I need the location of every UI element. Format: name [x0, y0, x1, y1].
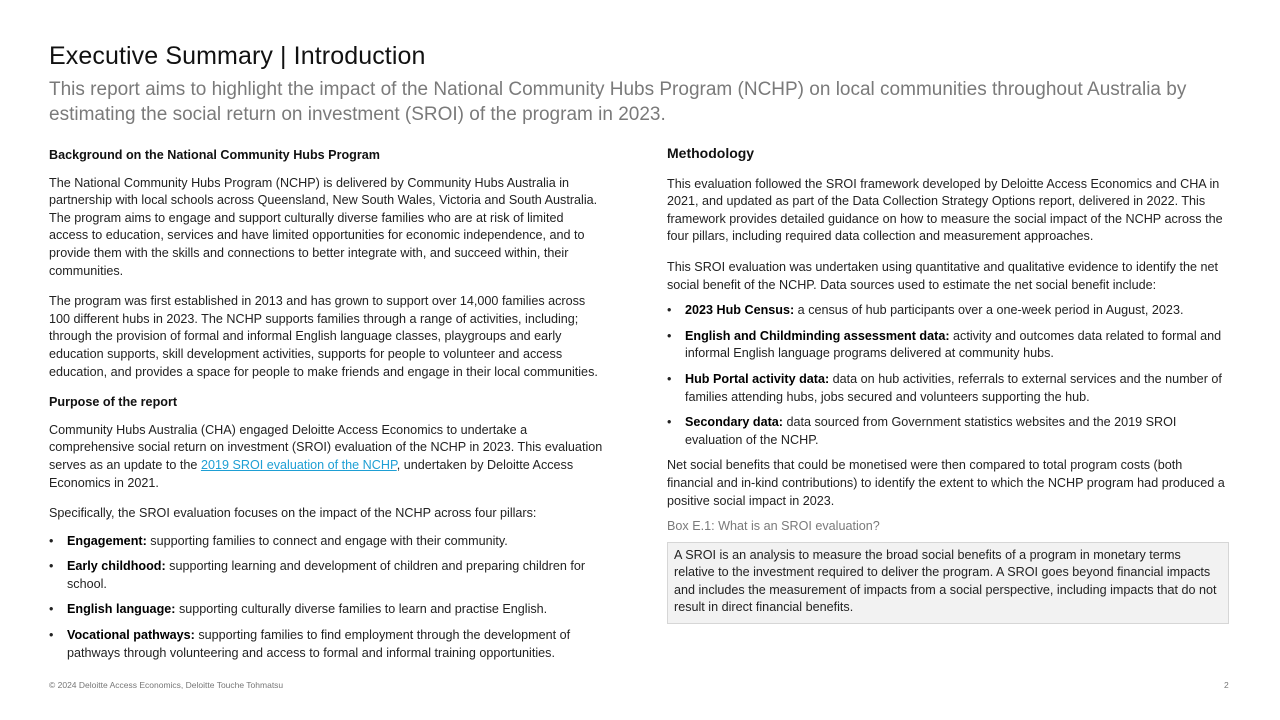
box-text: A SROI is an analysis to measure the broad social benefits of a program in monetary terms relative to the investment required to deliver the program. A SROI goes beyond financial impacts and includes the measurement of impacts from a social perspective, including impacts that do not result in direct financial benefits.	[674, 547, 1217, 615]
methodology-paragraph-1: This evaluation followed the SROI framework developed by Deloitte Access Economics and CHA in 2021, and updated as part of the Data Collection Strategy Options report, delivered in 2022. This framework provides detailed guidance on how to measure the social impact of the NCHP across the four pillars, including required data collection and measurement approaches.	[667, 176, 1223, 244]
purpose-paragraph	[49, 422, 604, 492]
sroi-definition-box	[667, 542, 1229, 624]
source-term: Hub Portal activity data:	[685, 371, 830, 386]
pillar-term: Engagement:	[67, 533, 147, 548]
purpose-heading: Purpose of the report	[49, 395, 178, 410]
pillar-text: supporting culturally diverse families to learn and practise English.	[175, 602, 548, 617]
right-column	[667, 145, 1227, 624]
source-text: data sourced from Government statistics websites and the 2019 SROI evaluation of the NCHP.	[685, 415, 1177, 447]
box-caption: Box E.1: What is an SROI evaluation?	[667, 519, 880, 534]
purpose-text-b: , undertaken by Deloitte Access Economics in 2021.	[49, 457, 574, 490]
source-text: activity and outcomes data related to formal and informal English language programs delivered at community hubs.	[685, 328, 1222, 361]
pillar-item-english-language	[49, 601, 604, 619]
source-item-hub-portal	[667, 371, 1227, 406]
pillar-item-engagement	[49, 533, 604, 551]
pillar-text: supporting learning and development of children and preparing children for school.	[67, 559, 586, 591]
pillars-intro: Specifically, the SROI evaluation focuses on the impact of the NCHP across four pillars:	[49, 506, 537, 521]
pillar-item-vocational-pathways	[49, 627, 604, 662]
data-sources-list	[667, 302, 1227, 449]
page-subtitle: This report aims to highlight the impact of the National Community Hubs Program (NCHP) on local communities throughout Australia by estimating the social return on investment (SROI) of the program in 2023.	[49, 79, 1187, 125]
pillars-list	[49, 533, 604, 663]
source-item-hub-census	[667, 302, 1227, 320]
methodology-paragraph-3: Net social benefits that could be monetised were then compared to total program costs (both financial and in-kind contributions) to identify the extent to which the NCHP program had produced a positive social impact in 2023.	[667, 458, 1225, 508]
methodology-paragraph-2: This SROI evaluation was undertaken using quantitative and qualitative evidence to identify the net social benefit of the NCHP. Data sources used to estimate the net social benefit include:	[667, 259, 1218, 292]
pillar-term: Vocational pathways:	[67, 628, 195, 643]
methodology-heading: Methodology	[667, 145, 755, 161]
pillar-text: supporting families to find employment through the development of pathways through volunteering and access to formal and informal training opportunities.	[67, 628, 571, 660]
source-item-english-childminding	[667, 328, 1227, 363]
pillar-text: supporting families to connect and engage with their community.	[146, 533, 508, 548]
source-term: English and Childminding assessment data:	[685, 328, 950, 343]
background-paragraph-2: The program was first established in 2013 and has grown to support over 14,000 families across 100 different hubs in 2023. The NCHP supports families through a range of activities, including; through the provision of formal and informal English language classes, playgroups and early education supports, skill development activities, supports for people to volunteer and access education, and provides a space for people to make friends and engage in their local communities.	[49, 294, 598, 379]
left-column	[49, 147, 604, 670]
page-number: 2	[1224, 680, 1229, 690]
source-term: Secondary data:	[685, 415, 783, 430]
page-title: Executive Summary | Introduction	[49, 42, 426, 70]
background-heading: Background on the National Community Hubs Program	[49, 148, 380, 162]
source-item-secondary-data	[667, 414, 1227, 449]
pillar-term: Early childhood:	[67, 559, 166, 574]
purpose-text-a: Community Hubs Australia (CHA) engaged Deloitte Access Economics to undertake a comprehensive social return on investment (SROI) evaluation of the NCHP in 2023. This evaluation serves as an update to the	[49, 422, 603, 472]
sroi-2019-link[interactable]: 2019 SROI evaluation of the NCHP	[200, 457, 397, 472]
pillar-item-early-childhood	[49, 558, 604, 593]
source-text: data on hub activities, referrals to external services and the number of families attending hubs, jobs secured and volunteers supporting the hub.	[685, 371, 1222, 404]
source-term: 2023 Hub Census:	[685, 303, 795, 318]
source-text: a census of hub participants over a one-week period in August, 2023.	[794, 303, 1184, 318]
pillar-term: English language:	[67, 602, 176, 617]
background-paragraph-1: The National Community Hubs Program (NCHP) is delivered by Community Hubs Australia in partnership with local schools across Queensland, New South Wales, Victoria and South Australia. The program aims to engage and support culturally diverse families who are at risk of limited access to education, services and have limited opportunities for economic independence, and to provide them with the skills and connections to better integrate with, and succeed within, their communities.	[49, 175, 598, 278]
footer-copyright: © 2024 Deloitte Access Economics, Deloitte Touche Tohmatsu	[49, 680, 284, 690]
